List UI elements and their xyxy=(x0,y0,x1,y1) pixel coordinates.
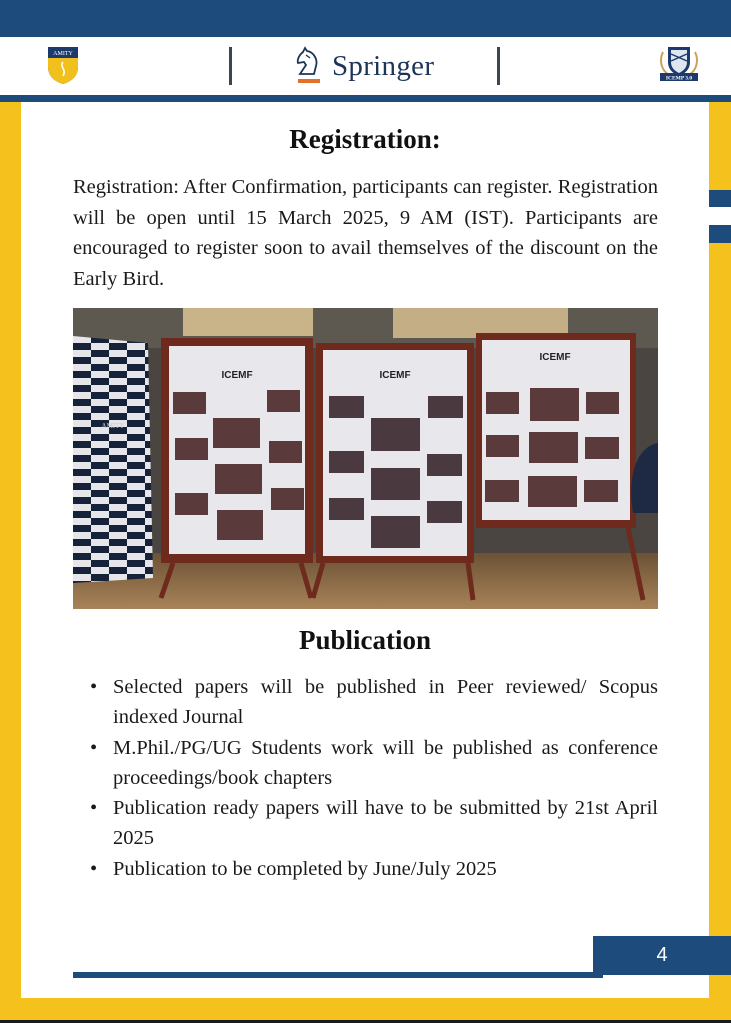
springer-logo-text: Springer xyxy=(332,49,435,82)
bullet-icon: • xyxy=(90,797,98,820)
publication-item xyxy=(90,793,658,854)
page-number: 4 xyxy=(656,944,668,966)
left-yellow-border xyxy=(0,102,21,999)
board-logo-1: ICEMF xyxy=(221,370,253,381)
publication-item-text: M.Phil./PG/UG Students work will be published as conference proceedings/book chapters xyxy=(113,736,658,789)
springer-horse-icon xyxy=(294,46,326,86)
header-navy-strip xyxy=(0,95,731,102)
publication-item-text: Selected papers will be published in Peer reviewed/ Scopus indexed Journal xyxy=(113,676,658,729)
right-navy-mark-1 xyxy=(709,190,731,207)
registration-body: Registration: After Confirmation, participants can register. Registration will be open until 15 March 2025, 9 AM (IST). Participants are encouraged to register soon to avail themselves of the discount on the Early Bird. xyxy=(73,176,658,290)
board-logo-2: ICEMF xyxy=(379,370,411,381)
header-divider-right xyxy=(497,47,500,85)
publication-item-text: Publication to be completed by June/July 2025 xyxy=(113,857,497,880)
footer-navy-bar xyxy=(73,972,603,978)
icemp-crest-icon xyxy=(655,44,703,84)
bullet-icon: • xyxy=(90,676,98,698)
publication-item-text: Publication ready papers will have to be submitted by 21st April 2025 xyxy=(113,797,658,850)
bullet-icon: • xyxy=(90,736,98,759)
springer-logo xyxy=(294,44,434,88)
header-divider-left xyxy=(229,47,232,85)
right-navy-mark-2 xyxy=(709,225,731,243)
publication-item xyxy=(90,854,658,884)
registration-heading: Registration: xyxy=(289,124,441,154)
right-white-mark xyxy=(709,207,731,225)
publication-heading: Publication xyxy=(298,625,432,655)
board-logo-3: ICEMF xyxy=(539,352,571,363)
publication-item xyxy=(90,733,658,794)
bottom-yellow-border xyxy=(0,998,731,1020)
banner-text: AMITY xyxy=(101,422,125,430)
publication-list xyxy=(90,672,658,884)
amity-logo-text: AMITY xyxy=(53,51,73,57)
bullet-icon: • xyxy=(90,857,98,880)
amity-logo-icon xyxy=(46,45,80,85)
publication-item xyxy=(90,672,658,733)
exhibition-photo xyxy=(73,308,658,609)
exhibition-photo-image xyxy=(73,308,658,609)
icemp-crest-text: ICEMP 3.0 xyxy=(665,75,693,82)
top-band xyxy=(0,0,731,37)
